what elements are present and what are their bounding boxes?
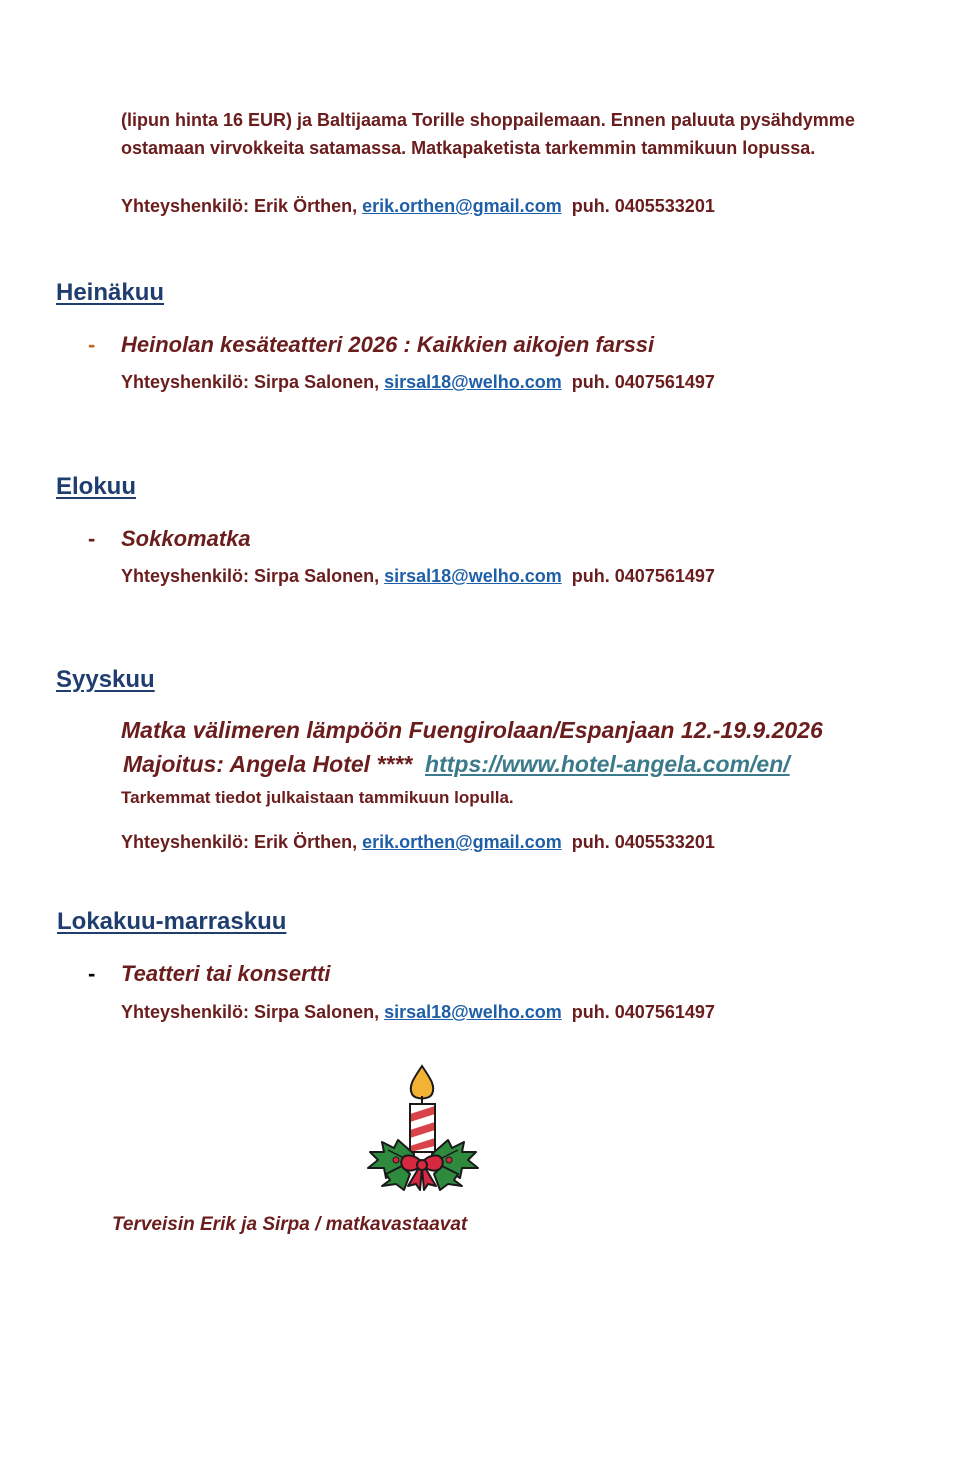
christmas-candle-holly-icon <box>352 1062 492 1192</box>
event-syyskuu: Matka välimeren lämpöön Fuengirolaan/Espanjaan 12.-19.9.2026 <box>121 717 823 743</box>
contact-sirpa-2: Yhteyshenkilö: Sirpa Salonen, sirsal18@welho.com puh. 0407561497 <box>121 566 715 586</box>
email-link-erik[interactable]: erik.orthen@gmail.com <box>362 832 562 852</box>
event-heinakuu: Heinolan kesäteatteri 2026 : Kaikkien aikojen farssi <box>121 332 655 357</box>
contact-erik-1: Yhteyshenkilö: Erik Örthen, erik.orthen@gmail.com puh. 0405533201 <box>121 196 715 216</box>
syyskuu-note: Tarkemmat tiedot julkaistaan tammikuun lopulla. <box>121 788 514 807</box>
closing-greeting: Terveisin Erik ja Sirpa / matkavastaavat <box>112 1214 468 1235</box>
lodging-line: Majoitus: Angela Hotel **** https://www.hotel-angela.com/en/ <box>123 751 790 777</box>
intro-paragraph <box>121 106 921 162</box>
contact-sirpa-3: Yhteyshenkilö: Sirpa Salonen, sirsal18@welho.com puh. 0407561497 <box>121 1002 715 1022</box>
contact-erik-2: Yhteyshenkilö: Erik Örthen, erik.orthen@gmail.com puh. 0405533201 <box>121 832 715 852</box>
event-lokakuu: Teatteri tai konsertti <box>121 961 331 986</box>
bullet-dash: - <box>88 961 96 986</box>
heading-lokakuu-marraskuu: Lokakuu-marraskuu <box>57 908 287 935</box>
intro-line-2: ostamaan virvokkeita satamassa. Matkapaketista tarkemmin tammikuun lopussa. <box>121 138 816 158</box>
contact-sirpa-1: Yhteyshenkilö: Sirpa Salonen, sirsal18@welho.com puh. 0407561497 <box>121 372 715 392</box>
event-elokuu: Sokkomatka <box>121 526 251 551</box>
intro-line-1: (lipun hinta 16 EUR) ja Baltijaama Torille shoppailemaan. Ennen paluuta pysähdymme <box>121 110 855 130</box>
email-link-erik[interactable]: erik.orthen@gmail.com <box>362 196 562 216</box>
bullet-dash: - <box>88 526 96 551</box>
bullet-dash: - <box>88 332 96 357</box>
hotel-url-link[interactable]: https://www.hotel-angela.com/en/ <box>425 751 790 777</box>
heading-heinakuu: Heinäkuu <box>56 279 165 306</box>
email-link-sirpa[interactable]: sirsal18@welho.com <box>384 372 562 392</box>
email-link-sirpa[interactable]: sirsal18@welho.com <box>384 1002 562 1022</box>
heading-elokuu: Elokuu <box>56 473 137 500</box>
email-link-sirpa[interactable]: sirsal18@welho.com <box>384 566 562 586</box>
heading-syyskuu: Syyskuu <box>56 666 155 693</box>
